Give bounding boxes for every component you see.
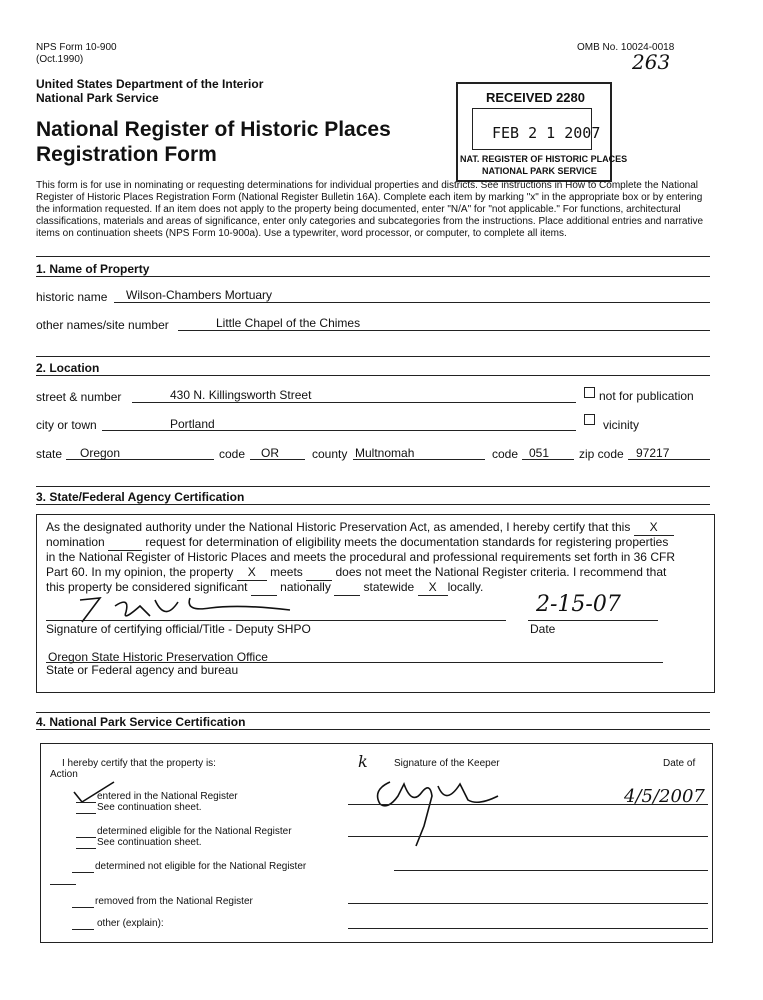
keeper-for-mark: k [358, 752, 368, 771]
keeper-line-3 [394, 870, 708, 871]
not-for-publication-checkbox[interactable] [584, 387, 595, 398]
county-label: county [312, 447, 348, 461]
other-names-line [178, 330, 710, 331]
section2-heading: 2. Location [36, 361, 100, 375]
keeper-label: Signature of the Keeper [394, 758, 500, 769]
instructions-line-3: the information requested. If an item does not apply to the property being documented, enter "N/A" for "not applicable." For functions, architectural [36, 204, 681, 215]
state-label: state [36, 447, 63, 461]
form-date: (Oct.1990) [36, 54, 84, 65]
cert-blank-request[interactable] [108, 535, 142, 551]
keeper-line-5 [348, 928, 708, 929]
shpo-date-label: Date [530, 622, 556, 636]
cert-x3[interactable]: X [418, 580, 448, 596]
section1-heading-rule [36, 276, 710, 277]
historic-name-line [114, 302, 710, 303]
section4-top-rule [36, 712, 710, 713]
section4-heading: 4. National Park Service Certification [36, 715, 246, 729]
keeper-line-4 [348, 903, 708, 904]
shpo-signature-label: Signature of certifying official/Title - Deputy SHPO [46, 622, 311, 636]
vicinity-label: vicinity [603, 418, 640, 432]
date-of-label: Date of [663, 758, 696, 769]
cert-blank-not-meet[interactable] [306, 565, 332, 581]
section1-top-rule [36, 256, 710, 257]
opt4-label[interactable]: removed from the National Register [95, 896, 253, 907]
state-code-label: code [219, 447, 246, 461]
city-label: city or town [36, 418, 97, 432]
cert-line-5a: this property be considered significant [46, 580, 248, 594]
department: United States Department of the Interior [36, 77, 264, 91]
section3-top-rule [36, 486, 710, 487]
opt1-label[interactable]: entered in the National Register [97, 791, 238, 802]
cert-line-3: in the National Register of Historic Places and meets the procedural and professional requirements set forth in 36 CFR [46, 550, 675, 564]
cert-line-4b: meets [270, 565, 303, 579]
other-names-value[interactable]: Little Chapel of the Chimes [216, 316, 361, 330]
instructions-line-5: items on continuation sheets (NPS Form 10-900a). Use a typewriter, word processor, or computer, to complete all items. [36, 228, 567, 239]
shpo-signature-line [46, 620, 506, 621]
historic-name-label: historic name [36, 290, 108, 304]
cert-line-4c: does not meet the National Register criteria. I recommend that [335, 565, 667, 579]
county-code-value[interactable]: 051 [529, 446, 550, 460]
opt3-extra-blank[interactable] [50, 884, 76, 885]
opt2b-blank[interactable] [76, 848, 96, 849]
section1-heading: 1. Name of Property [36, 262, 150, 276]
service: National Park Service [36, 91, 159, 105]
nps-certify-text: I hereby certify that the property is: [62, 758, 216, 769]
stamp-received: RECEIVED 2280 [486, 90, 585, 105]
opt5-label[interactable]: other (explain): [97, 918, 164, 929]
cert-line-2b: request for determination of eligibility meets the documentation standards for registering properties [145, 535, 669, 549]
cert-line-2 [46, 535, 668, 551]
cert-line-5c: statewide [363, 580, 415, 594]
stamp-line2: NATIONAL PARK SERVICE [482, 166, 597, 176]
street-label: street & number [36, 390, 122, 404]
opt2-label[interactable]: determined eligible for the National Register [97, 826, 292, 837]
section3-heading: 3. State/Federal Agency Certification [36, 490, 245, 504]
cert-line-5b: nationally [280, 580, 331, 594]
form-number: NPS Form 10-900 [36, 42, 117, 53]
keeper-line-2 [348, 836, 708, 837]
cert-line-4 [46, 565, 666, 581]
cert-x1[interactable]: X [634, 520, 674, 536]
street-value[interactable]: 430 N. Killingsworth Street [170, 388, 312, 402]
shpo-handwritten-date: 2-15-07 [536, 592, 621, 617]
opt5-blank[interactable] [72, 929, 94, 930]
keeper-handwritten-date: 4/5/2007 [624, 786, 705, 807]
page-title: National Register of Historic Places [36, 118, 391, 141]
opt1b-blank[interactable] [76, 813, 96, 814]
shpo-date-line [528, 620, 658, 621]
instructions-line-2: Register of Historic Places Registration Form (National Register Bulletin 16A). Complete each item by marking "x" in the appropriate box or by entering [36, 192, 703, 203]
cert-line-4a: Part 60. In my opinion, the property [46, 565, 234, 579]
opt4-blank[interactable] [72, 907, 94, 908]
omb-number: OMB No. 10024-0018 [577, 42, 675, 53]
section2-top-rule [36, 356, 710, 357]
stamp-line1: NAT. REGISTER OF HISTORIC PLACES [460, 154, 628, 164]
county-value[interactable]: Multnomah [355, 446, 415, 460]
historic-name-value[interactable]: Wilson-Chambers Mortuary [126, 288, 273, 302]
other-names-label: other names/site number [36, 318, 169, 332]
cert-x2[interactable]: X [237, 565, 267, 581]
cert-line-1-text: As the designated authority under the National Historic Preservation Act, as amended, I hereby certify that this [46, 520, 631, 534]
zip-value[interactable]: 97217 [636, 446, 670, 460]
opt2b-label[interactable]: See continuation sheet. [97, 837, 202, 848]
agency-label: State or Federal agency and bureau [46, 663, 239, 677]
not-for-publication-label: not for publication [599, 389, 694, 403]
opt3-label[interactable]: determined not eligible for the National Register [95, 861, 307, 872]
agency-value[interactable]: Oregon State Historic Preservation Office [48, 650, 268, 664]
section2-heading-rule [36, 375, 710, 376]
stamp-date: FEB 2 1 2007 [492, 124, 601, 142]
section3-heading-rule [36, 504, 710, 505]
cert-line-1 [46, 520, 674, 536]
state-value[interactable]: Oregon [80, 446, 121, 460]
cert-line-2a: nomination [46, 535, 105, 549]
county-code-label: code [492, 447, 519, 461]
opt3-blank[interactable] [72, 872, 94, 873]
city-value[interactable]: Portland [170, 417, 215, 431]
received-stamp [456, 82, 628, 182]
instructions-line-1: This form is for use in nominating or requesting determinations for individual properties and districts. See instructions in How to Complete the National [36, 180, 698, 191]
page-subtitle: Registration Form [36, 143, 217, 166]
opt2-blank[interactable] [76, 837, 96, 838]
opt1b-label[interactable]: See continuation sheet. [97, 802, 202, 813]
keeper-line-1 [348, 804, 708, 805]
vicinity-checkbox[interactable] [584, 414, 595, 425]
cert-line-5d: locally. [447, 580, 484, 594]
handwritten-number: 263 [632, 50, 671, 74]
state-code-value[interactable]: OR [261, 446, 279, 460]
opt1-blank[interactable] [76, 802, 96, 803]
nps-action-label: Action [50, 769, 78, 780]
section4-heading-rule [36, 729, 710, 730]
zip-label: zip code [579, 447, 624, 461]
instructions-line-4: classifications, materials and areas of significance, enter only categories and subcategories from the instructions. Place additional entries and narrative [36, 216, 704, 227]
cert-blank-statewide[interactable] [334, 580, 360, 596]
keeper-signature [368, 776, 518, 850]
street-line [132, 402, 576, 403]
